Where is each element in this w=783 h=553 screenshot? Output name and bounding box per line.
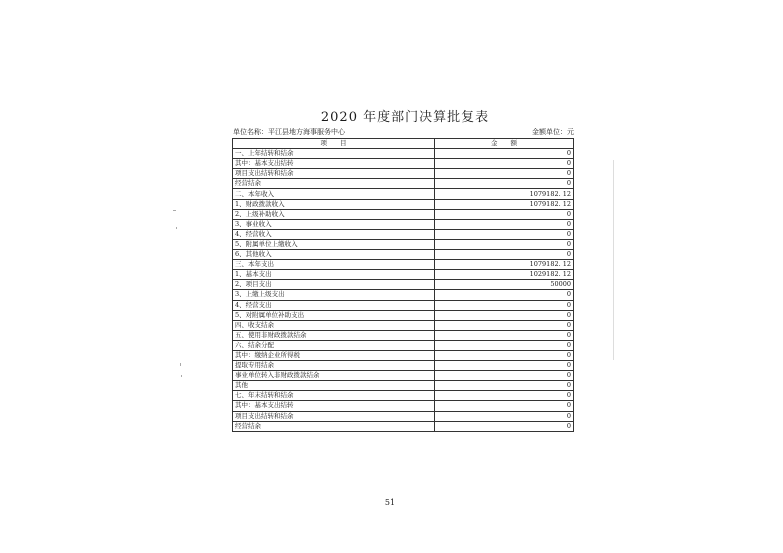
row-label: 经营结余 bbox=[233, 421, 435, 431]
row-amount: 1079182. 12 bbox=[435, 199, 574, 209]
row-amount: 0 bbox=[435, 239, 574, 249]
row-label: 提取专用结余 bbox=[233, 361, 435, 371]
row-amount: 0 bbox=[435, 401, 574, 411]
table-row bbox=[233, 361, 574, 371]
table-row bbox=[233, 250, 574, 260]
row-label: 六、结余分配 bbox=[233, 340, 435, 350]
row-label: 2、项目支出 bbox=[233, 280, 435, 290]
row-label: 其中：缴纳企业所得税 bbox=[233, 350, 435, 360]
row-label: 事业单位转入非财政拨款结余 bbox=[233, 371, 435, 381]
row-amount: 1029182. 12 bbox=[435, 270, 574, 280]
row-amount: 0 bbox=[435, 219, 574, 229]
row-label: 四、收支结余 bbox=[233, 320, 435, 330]
scan-speck bbox=[181, 375, 182, 377]
row-label: 3、事业收入 bbox=[233, 219, 435, 229]
scan-speck bbox=[176, 227, 177, 229]
row-label: 5、对附属单位补助支出 bbox=[233, 310, 435, 320]
row-label: 4、经营支出 bbox=[233, 300, 435, 310]
row-amount: 50000 bbox=[435, 280, 574, 290]
table-row bbox=[233, 310, 574, 320]
header-item: 项 目 bbox=[233, 139, 435, 149]
amount-unit: 金额单位：元 bbox=[532, 128, 574, 136]
row-label: 3、上缴上级支出 bbox=[233, 290, 435, 300]
table-row bbox=[233, 300, 574, 310]
table-row bbox=[233, 199, 574, 209]
row-amount: 0 bbox=[435, 149, 574, 159]
table-row bbox=[233, 411, 574, 421]
row-amount: 0 bbox=[435, 350, 574, 360]
row-label: 项目支出结转和结余 bbox=[233, 411, 435, 421]
row-amount: 0 bbox=[435, 340, 574, 350]
row-amount: 0 bbox=[435, 290, 574, 300]
row-amount: 0 bbox=[435, 330, 574, 340]
table-row bbox=[233, 229, 574, 239]
row-label: 二、本年收入 bbox=[233, 189, 435, 199]
unit-name: 单位名称：平江县地方海事服务中心 bbox=[233, 128, 345, 136]
scan-speck bbox=[173, 210, 176, 211]
row-label: 其中：基本支出结转 bbox=[233, 401, 435, 411]
row-label: 其他 bbox=[233, 381, 435, 391]
document-title: 2020 年度部门决算批复表 bbox=[320, 110, 490, 125]
table-row bbox=[233, 350, 574, 360]
row-amount: 0 bbox=[435, 411, 574, 421]
row-label: 项目支出结转和结余 bbox=[233, 169, 435, 179]
row-amount: 0 bbox=[435, 300, 574, 310]
row-amount: 0 bbox=[435, 209, 574, 219]
table-row bbox=[233, 320, 574, 330]
row-amount: 0 bbox=[435, 371, 574, 381]
table-row bbox=[233, 290, 574, 300]
table-body bbox=[233, 149, 574, 432]
unit-line bbox=[232, 127, 578, 137]
row-amount: 0 bbox=[435, 159, 574, 169]
row-amount: 1079182. 12 bbox=[435, 260, 574, 270]
row-label: 1、财政拨款收入 bbox=[233, 199, 435, 209]
row-label: 其中：基本支出结转 bbox=[233, 159, 435, 169]
table-row bbox=[233, 159, 574, 169]
row-label: 经营结余 bbox=[233, 179, 435, 189]
header-amount: 金 额 bbox=[435, 139, 574, 149]
budget-table bbox=[232, 138, 574, 432]
row-amount: 0 bbox=[435, 361, 574, 371]
row-amount: 0 bbox=[435, 179, 574, 189]
row-amount: 0 bbox=[435, 391, 574, 401]
table-row bbox=[233, 179, 574, 189]
table-row bbox=[233, 340, 574, 350]
scan-speck bbox=[613, 160, 614, 360]
table-row bbox=[233, 401, 574, 411]
table-row bbox=[233, 219, 574, 229]
row-label: 一、上年结转和结余 bbox=[233, 149, 435, 159]
page-number: 51 bbox=[384, 498, 396, 507]
table-row bbox=[233, 371, 574, 381]
table-row bbox=[233, 189, 574, 199]
row-amount: 0 bbox=[435, 250, 574, 260]
row-label: 五、使用非财政拨款结余 bbox=[233, 330, 435, 340]
row-amount: 0 bbox=[435, 421, 574, 431]
table-row bbox=[233, 209, 574, 219]
row-label: 2、上级补助收入 bbox=[233, 209, 435, 219]
row-amount: 0 bbox=[435, 229, 574, 239]
row-label: 5、附属单位上缴收入 bbox=[233, 239, 435, 249]
scan-speck bbox=[180, 363, 181, 366]
table-row bbox=[233, 381, 574, 391]
table-row bbox=[233, 330, 574, 340]
table-row bbox=[233, 391, 574, 401]
row-label: 6、其他收入 bbox=[233, 250, 435, 260]
table-row bbox=[233, 169, 574, 179]
table-row bbox=[233, 280, 574, 290]
row-label: 1、基本支出 bbox=[233, 270, 435, 280]
table-row bbox=[233, 270, 574, 280]
row-amount: 0 bbox=[435, 320, 574, 330]
row-label: 七、年末结转和结余 bbox=[233, 391, 435, 401]
row-amount: 0 bbox=[435, 169, 574, 179]
row-label: 4、经营收入 bbox=[233, 229, 435, 239]
table-row bbox=[233, 149, 574, 159]
row-amount: 0 bbox=[435, 381, 574, 391]
table-row bbox=[233, 421, 574, 431]
row-amount: 1079182. 12 bbox=[435, 189, 574, 199]
table-row bbox=[233, 260, 574, 270]
table-header-row bbox=[233, 139, 574, 149]
row-label: 三、本年支出 bbox=[233, 260, 435, 270]
table-row bbox=[233, 239, 574, 249]
row-amount: 0 bbox=[435, 310, 574, 320]
